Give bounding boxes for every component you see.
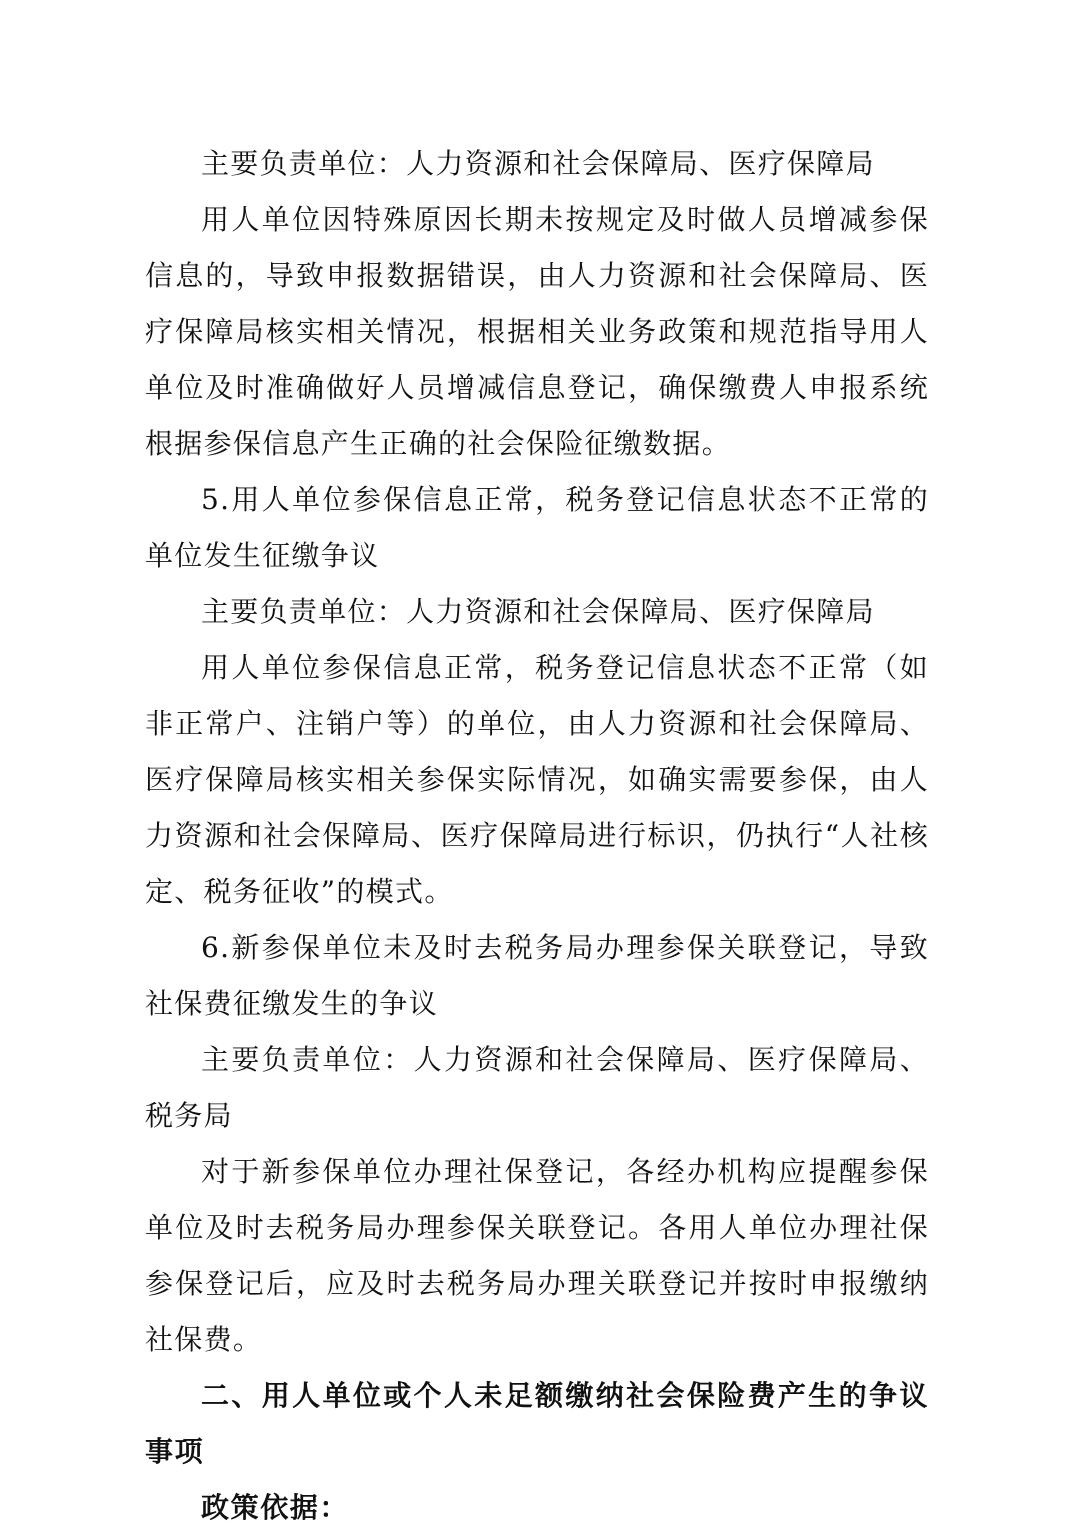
body-paragraph: 用人单位因特殊原因长期未按规定及时做人员增减参保信息的，导致申报数据错误，由人力资源和社会保障局、医疗保障局核实相关情况，根据相关业务政策和规范指导用人单位及时准确做好人员增减信息登记，确保缴费人申报系统根据参保信息产生正确的社会保险征缴数据。 xyxy=(145,203,929,460)
item-5-heading: 5.用人单位参保信息正常，税务登记信息状态不正常的单位发生征缴争议 xyxy=(145,483,929,572)
section-heading: 二、用人单位或个人未足额缴纳社会保险费产生的争议事项 xyxy=(145,1379,929,1468)
responsible-unit-line: 主要负责单位：人力资源和社会保障局、医疗保障局 xyxy=(201,595,875,628)
body-paragraph: 对于新参保单位办理社保登记，各经办机构应提醒参保单位及时去税务局办理参保关联登记。各用人单位办理社保参保登记后，应及时去税务局办理关联登记并按时申报缴纳社保费。 xyxy=(145,1155,929,1356)
item-6-heading: 6.新参保单位未及时去税务局办理参保关联登记，导致社保费征缴发生的争议 xyxy=(145,931,929,1020)
policy-basis-heading: 政策依据： xyxy=(201,1491,350,1524)
body-paragraph: 用人单位参保信息正常，税务登记信息状态不正常（如非正常户、注销户等）的单位，由人力资源和社会保障局、医疗保障局核实相关参保实际情况，如确实需要参保，由人力资源和社会保障局、医疗保障局进行标识，仍执行“人社核定、税务征收”的模式。 xyxy=(145,651,929,908)
responsible-unit-line: 主要负责单位：人力资源和社会保障局、医疗保障局 xyxy=(201,147,875,180)
document-body xyxy=(145,136,929,1536)
responsible-unit-line: 主要负责单位：人力资源和社会保障局、医疗保障局、税务局 xyxy=(145,1043,929,1132)
